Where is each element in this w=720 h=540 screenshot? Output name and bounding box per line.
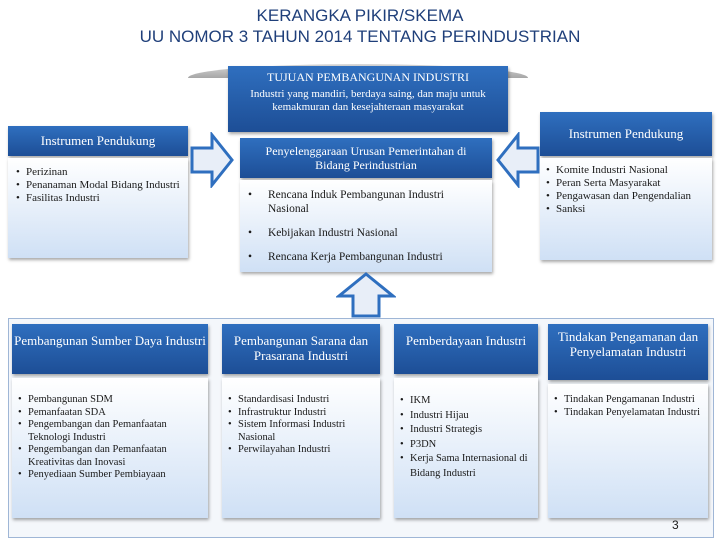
pillar-body xyxy=(394,378,538,518)
pillar-header xyxy=(12,324,208,374)
list-item: • Penyediaan Sumber Pembiayaan xyxy=(18,469,202,482)
pillar-heading: Pembangunan Sumber Daya Industri xyxy=(14,333,206,348)
left-support-header xyxy=(8,126,188,156)
page-title: KERANGKA PIKIR/SKEMA xyxy=(256,6,464,25)
list-item: • Komite Industri Nasional xyxy=(546,164,706,177)
center-header xyxy=(240,138,492,178)
list-item: • IKM xyxy=(400,394,532,409)
list-item: • Sanksi xyxy=(546,203,706,216)
list-item: • Pemanfaatan SDA xyxy=(18,407,202,420)
arrow-right-icon xyxy=(190,132,234,188)
list-item: • Pengawasan dan Pengendalian xyxy=(546,190,706,203)
page-number: 3 xyxy=(672,518,679,532)
right-support-heading: Instrumen Pendukung xyxy=(568,126,684,141)
pillar-body xyxy=(222,378,380,518)
center-body xyxy=(240,180,492,272)
list-item: • Peran Serta Masyarakat xyxy=(546,177,706,190)
left-support-heading: Instrumen Pendukung xyxy=(40,133,156,148)
list-item: • Rencana Kerja Pembangunan Industri xyxy=(248,250,484,264)
tujuan-heading: TUJUAN PEMBANGUNAN INDUSTRI xyxy=(266,70,469,84)
list-item: • Tindakan Penyelamatan Industri xyxy=(554,407,702,420)
pillar-body xyxy=(12,378,208,518)
center-heading: Penyelenggaraan Urusan Pemerintahan di Bidang Perindustrian xyxy=(265,144,467,172)
pillar-header xyxy=(222,324,380,374)
list-item: • Sistem Informasi Industri Nasional xyxy=(228,419,374,444)
list-item: • Pengembangan dan Pemanfaatan Teknologi Industri xyxy=(18,419,202,444)
arrow-left-icon xyxy=(496,132,540,188)
pillar-heading: Tindakan Pengamanan dan Penyelamatan Industri xyxy=(557,329,699,359)
list-item: • Perizinan xyxy=(16,166,180,179)
right-support-header xyxy=(540,112,712,156)
list-item: • Pembangunan SDM xyxy=(18,394,202,407)
list-item: • Kebijakan Industri Nasional xyxy=(248,226,484,240)
pillar-body xyxy=(548,384,708,518)
list-item: • P3DN xyxy=(400,438,532,453)
tujuan-body: Industri yang mandiri, berdaya saing, dan maju untuk kemakmuran dan kesejahteraan masyarakat xyxy=(250,88,486,113)
right-support-body xyxy=(540,158,712,260)
list-item: • Fasilitas Industri xyxy=(16,192,180,205)
page-subtitle: UU NOMOR 3 TAHUN 2014 TENTANG PERINDUSTRIAN xyxy=(139,27,581,46)
list-item: • Kerja Sama Internasional di Bidang Industri xyxy=(400,452,532,481)
list-item: • Standardisasi Industri xyxy=(228,394,374,407)
pillar-heading: Pemberdayaan Industri xyxy=(405,333,527,348)
list-item: • Infrastruktur Industri xyxy=(228,407,374,420)
list-item: • Rencana Induk Pembangunan Industri Nasional xyxy=(248,188,484,216)
pillar-header xyxy=(394,324,538,374)
tujuan-box xyxy=(228,66,508,132)
pillar-header xyxy=(548,324,708,380)
list-item: • Penanaman Modal Bidang Industri xyxy=(16,179,180,192)
pillar-heading: Pembangunan Sarana dan Prasarana Industri xyxy=(233,333,369,363)
list-item: • Perwilayahan Industri xyxy=(228,444,374,457)
left-support-body xyxy=(8,158,188,258)
list-item: • Pengembangan dan Pemanfaatan Kreativitas dan Inovasi xyxy=(18,444,202,469)
arrow-up-icon xyxy=(336,272,396,318)
list-item: • Industri Hijau xyxy=(400,409,532,424)
list-item: • Industri Strategis xyxy=(400,423,532,438)
list-item: • Tindakan Pengamanan Industri xyxy=(554,394,702,407)
